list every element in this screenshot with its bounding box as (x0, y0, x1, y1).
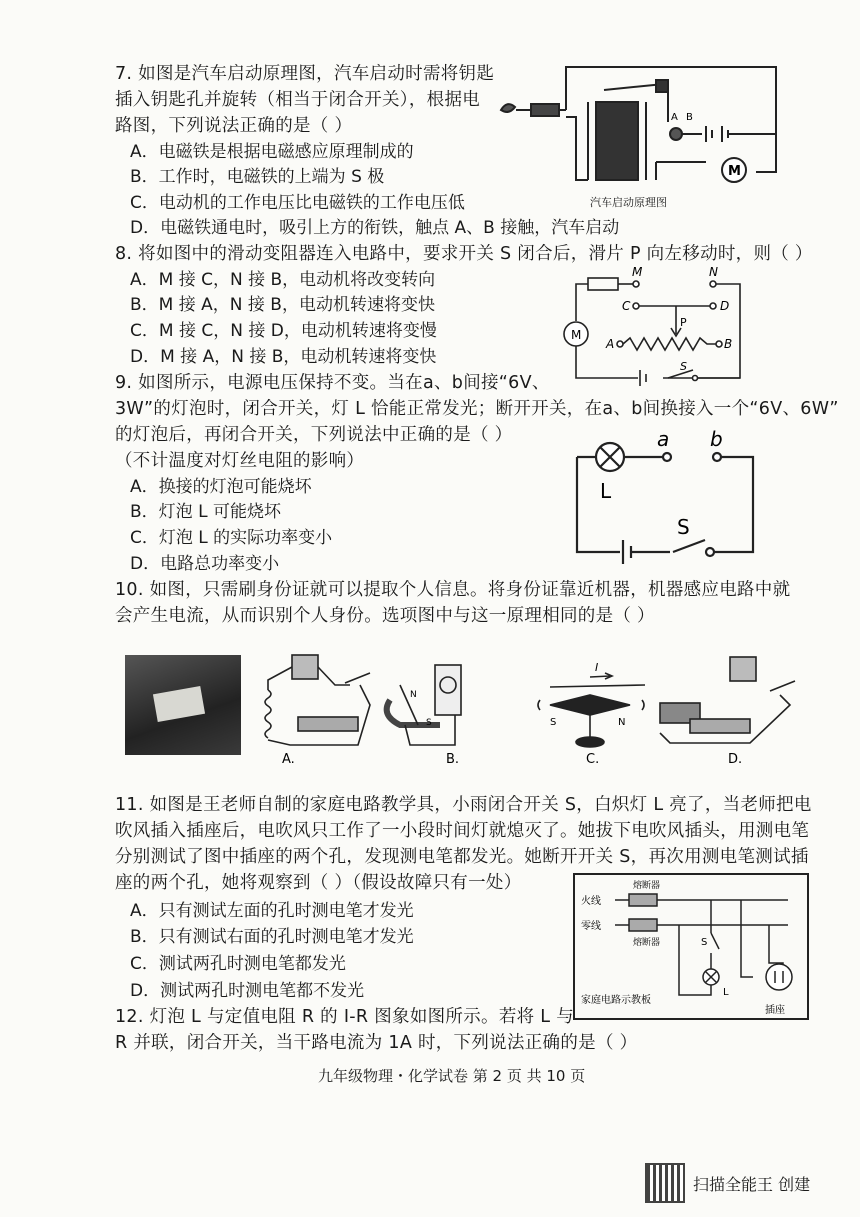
q9-option-a: A．换接的灯泡可能烧坏 (130, 477, 312, 497)
q9-fig-label-a: a (657, 430, 670, 451)
q10-fig-b-label-n: N (410, 690, 417, 700)
q7-fig-label-a: A (671, 112, 678, 123)
q11-fig-zero-line-label: 零线 (581, 921, 601, 932)
q12-stem-line2: R 并联，闭合开关，当干路电流为 1A 时，下列说法正确的是（ ） (115, 1033, 638, 1053)
q9-stem-line1: 9. 如图所示，电源电压保持不变。当在a、b间接“6V、 (115, 373, 550, 393)
q10-option-label-b: B. (446, 752, 460, 765)
q9-option-b: B．灯泡 L 可能烧坏 (130, 502, 281, 522)
q11-option-a: A．只有测试左面的孔时测电笔才发光 (130, 901, 414, 921)
q10-fig-c-label-i: I (595, 661, 599, 674)
q11-option-c: C．测试两孔时测电笔都发光 (130, 954, 346, 974)
q7-stem-line1: 7. 如图是汽车启动原理图，汽车启动时需将钥匙 (115, 64, 495, 84)
q8-fig-label-p: P (680, 316, 687, 329)
q7-option-a: A．电磁铁是根据电磁感应原理制成的 (130, 142, 414, 162)
q8-fig-label-m: M (632, 266, 643, 279)
q11-stem-line4: 座的两个孔，她将观察到（ ）（假设故障只有一处） (115, 873, 522, 893)
q7-figure-caption: 汽车启动原理图 (590, 196, 667, 209)
q8-fig-label-n: N (709, 266, 718, 279)
q8-fig-label-d: D (720, 299, 730, 313)
q9-option-c: C．灯泡 L 的实际功率变小 (130, 528, 333, 548)
q9-option-d: D．电路总功率变小 (130, 554, 280, 574)
q8-option-d: D．M 接 A，N 接 B，电动机转速将变快 (130, 347, 437, 367)
q8-rheostat-diagram (558, 266, 758, 386)
q11-fig-socket-label: 插座 (765, 1005, 785, 1016)
q11-fig-lamp-label: L (723, 987, 729, 998)
q10-option-label-a: A. (282, 752, 295, 765)
scanner-watermark-text: 扫描全能王 创建 (693, 1174, 811, 1194)
q11-stem-line3: 分别测试了图中插座的两个孔，发现测电笔都发光。她断开开关 S，再次用测电笔测试插 (115, 847, 809, 867)
q8-option-b: B．M 接 A，N 接 B，电动机转速将变快 (130, 295, 435, 315)
q10-id-card (153, 686, 205, 722)
scanner-watermark (645, 1163, 810, 1203)
q8-fig-label-s: S (680, 360, 687, 373)
q10-fig-c-label-s: S (550, 717, 557, 728)
q7-fig-label-b: B (686, 112, 693, 123)
q10-stem-line2: 会产生电流，从而识别个人身份。选项图中与这一原理相同的是（ ） (115, 606, 655, 626)
q10-stem-line1: 10. 如图，只需刷身份证就可以提取个人信息。将身份证靠近机器，机器感应电路中就 (115, 580, 791, 600)
q7-stem-line3: 路图，下列说法正确的是（ ） (115, 116, 353, 136)
q11-fig-fuse-label-bottom: 熔断器 (633, 938, 661, 948)
q9-fig-label-b: b (710, 430, 723, 451)
q12-stem-line1: 12. 灯泡 L 与定值电阻 R 的 I-R 图象如图所示。若将 L 与 (115, 1007, 574, 1027)
q8-stem-line1: 8. 将如图中的滑动变阻器连入电路中，要求开关 S 闭合后，滑片 P 向左移动时，则（ ） (115, 244, 813, 264)
page-footer: 九年级物理・化学试卷 第 2 页 共 10 页 (318, 1067, 586, 1085)
q8-fig-label-c: C (622, 299, 631, 313)
q9-stem-line2: 3W”的灯泡时，闭合开关，灯 L 恰能正常发光；断开开关，在a、b间换接入一个“6V、6W” (115, 399, 839, 419)
q8-option-c: C．M 接 C，N 接 D，电动机转速将变慢 (130, 321, 437, 341)
q11-option-b: B．只有测试右面的孔时测电笔才发光 (130, 927, 414, 947)
q9-fig-label-s: S (677, 515, 690, 539)
q11-fig-fire-line-label: 火线 (581, 896, 601, 907)
q9-stem-line4: （不计温度对灯丝电阻的影响） (115, 451, 365, 471)
q10-option-label-c: C. (586, 752, 600, 765)
q7-option-c: C．电动机的工作电压比电磁铁的工作电压低 (130, 193, 465, 213)
q10-option-label-d: D. (728, 752, 743, 765)
q10-options-figures (250, 645, 810, 765)
q11-home-circuit-board (573, 873, 813, 1023)
q7-stem-line2: 插入钥匙孔并旋转（相当于闭合开关），根据电 (115, 90, 481, 110)
q8-option-a: A．M 接 C，N 接 B，电动机将改变转向 (130, 270, 436, 290)
q11-fig-board-caption: 家庭电路示教板 (581, 995, 651, 1006)
q7-option-b: B．工作时，电磁铁的上端为 S 极 (130, 167, 385, 187)
q10-fig-b-label-s: S (426, 718, 432, 728)
q8-fig-label-b: B (724, 337, 733, 351)
q7-fig-motor-label: M (728, 164, 741, 179)
q8-fig-label-a: A (606, 337, 615, 351)
q8-fig-motor-label: M (571, 328, 582, 342)
q10-id-card-reader-photo (125, 655, 241, 755)
q9-circuit-diagram (565, 430, 765, 570)
q9-fig-label-l: L (600, 479, 612, 503)
q7-car-start-diagram (496, 62, 796, 212)
q11-fig-switch-label: S (701, 937, 708, 948)
q7-option-d: D．电磁铁通电时，吸引上方的衔铁，触点 A、B 接触，汽车启动 (130, 218, 620, 238)
q11-option-d: D．测试两孔时测电笔都不发光 (130, 981, 365, 1001)
q11-stem-line2: 吹风插入插座后，电吹风只工作了一小段时间灯就熄灭了。她拔下电吹风插头，用测电笔 (115, 821, 810, 841)
qr-code-icon (645, 1163, 685, 1203)
q11-stem-line1: 11. 如图是王老师自制的家庭电路教学具，小雨闭合开关 S，白炽灯 L 亮了，当老师把电 (115, 795, 812, 815)
q10-fig-c-label-n: N (618, 717, 626, 728)
q9-stem-line3: 的灯泡后，再闭合开关，下列说法中正确的是（ ） (115, 425, 513, 445)
q11-fig-fuse-label-top: 熔断器 (633, 881, 661, 891)
